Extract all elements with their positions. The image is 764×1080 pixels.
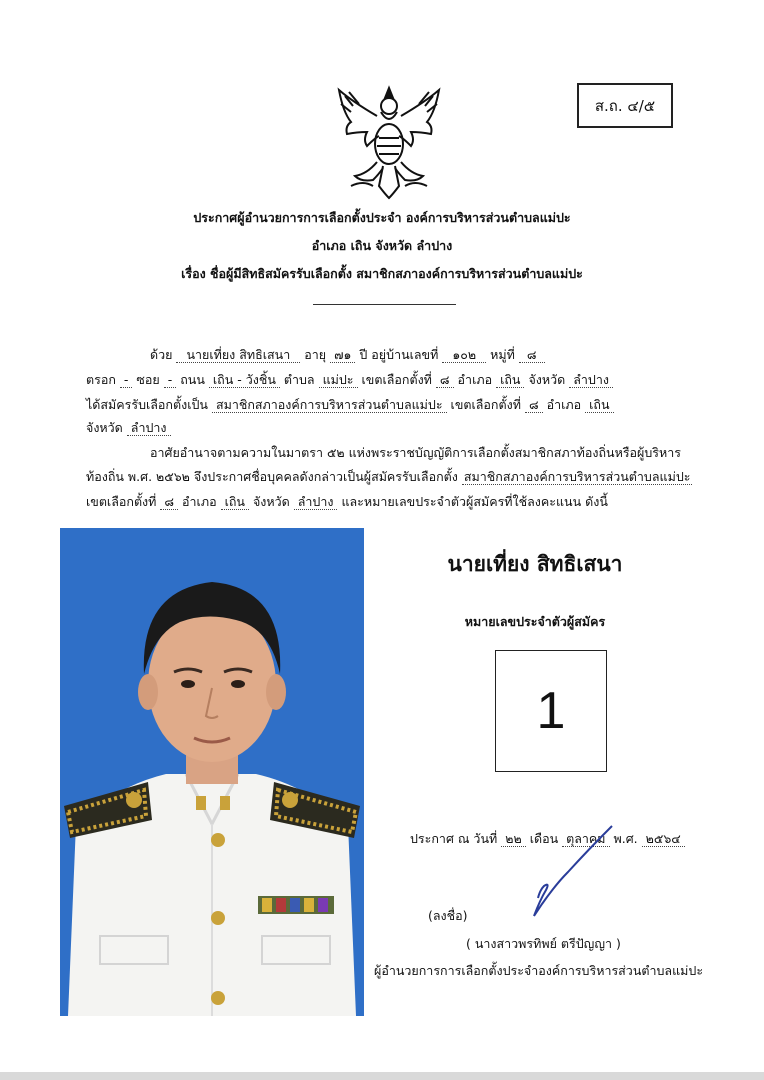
header-divider xyxy=(313,304,456,305)
amphoe-field-3: เถิน xyxy=(221,494,249,510)
zone-field: ๘ xyxy=(436,372,454,388)
amphoe-label-3: อำเภอ xyxy=(182,494,217,509)
announce-month-label: เดือน xyxy=(529,831,559,846)
tambon-field: แม่ปะ xyxy=(319,372,358,388)
zone-field-3: ๘ xyxy=(160,494,178,510)
amphoe-label: อำเภอ xyxy=(457,372,493,387)
trok-field: - xyxy=(120,372,133,388)
province-field-3: ลำปาง xyxy=(294,494,338,510)
house-no-label: ปี อยู่บ้านเลขที่ xyxy=(359,347,439,362)
paragraph-2-line-2 xyxy=(86,467,692,487)
handwritten-signature xyxy=(528,820,618,920)
age-label: อายุ xyxy=(304,347,327,362)
candidate-number-intro: และหมายเลขประจำตัวผู้สมัครที่ใช้ลงคะแนน ดังนี้ xyxy=(341,494,608,509)
paragraph-2-line-3 xyxy=(86,492,608,512)
announce-year-label: พ.ศ. xyxy=(613,831,638,846)
signer-title: ผู้อำนวยการการเลือกตั้งประจำองค์การบริหารส่วนตำบลแม่ปะ xyxy=(374,963,704,978)
amphoe-label-2: อำเภอ xyxy=(546,397,582,412)
trok-label: ตรอก xyxy=(86,372,116,387)
form-code-box xyxy=(577,83,673,128)
candidate-number-label: หมายเลขประจำตัวผู้สมัคร xyxy=(464,614,606,629)
province-field-2: ลำปาง xyxy=(127,420,171,436)
zone-label-2: เขตเลือกตั้งที่ xyxy=(450,397,521,412)
law-text: ท้องถิ่น พ.ศ. ๒๕๖๒ จึงประกาศชื่อบุคคลดังกล่าวเป็นผู้สมัครรับเลือกตั้ง xyxy=(86,469,458,484)
soi-field: - xyxy=(164,372,177,388)
tambon-label: ตำบล xyxy=(283,372,315,387)
header-line-1: ประกาศผู้อำนวยการการเลือกตั้งประจำ องค์การบริหารส่วนตำบลแม่ปะ xyxy=(193,210,571,225)
candidate-name-heading: นายเที่ยง สิทธิเสนา xyxy=(447,552,623,576)
zone-label: เขตเลือกตั้งที่ xyxy=(361,372,432,387)
amphoe-field: เถิน xyxy=(496,372,524,388)
garuda-emblem-icon xyxy=(333,82,445,200)
intro-text: ด้วย xyxy=(150,347,173,362)
province-field: ลำปาง xyxy=(569,372,613,388)
zone-field-2: ๘ xyxy=(525,397,543,413)
candidate-name-field: นายเที่ยง สิทธิเสนา xyxy=(176,347,300,363)
moo-label: หมู่ที่ xyxy=(490,347,515,362)
road-label: ถนน xyxy=(180,372,205,387)
position-field: สมาชิกสภาองค์การบริหารส่วนตำบลแม่ปะ xyxy=(212,397,447,413)
candidate-number-box xyxy=(495,650,607,772)
position-field-2: สมาชิกสภาองค์การบริหารส่วนตำบลแม่ปะ xyxy=(463,469,691,484)
province-label-2: จังหวัด xyxy=(86,420,123,435)
paragraph-1-line-1 xyxy=(150,345,545,365)
paragraph-2-line-1: อาศัยอำนาจตามความในมาตรา ๕๒ แห่งพระราชบัญญัติการเลือกตั้งสมาชิกสภาท้องถิ่นหรือผู้บริหาร xyxy=(150,445,681,460)
announce-year: ๒๕๖๔ xyxy=(642,831,685,847)
header-line-3: เรื่อง ชื่อผู้มีสิทธิสมัครรับเลือกตั้ง สมาชิกสภาองค์การบริหารส่วนตำบลแม่ปะ xyxy=(181,266,583,281)
moo-field: ๘ xyxy=(519,347,545,363)
candidate-photo xyxy=(56,524,368,1020)
page-bottom-edge xyxy=(0,1072,764,1080)
sign-label: (ลงชื่อ) xyxy=(428,908,468,923)
candidate-number: 1 xyxy=(536,682,566,740)
age-field: ๗๑ xyxy=(330,347,355,363)
zone-label-3: เขตเลือกตั้งที่ xyxy=(86,494,157,509)
province-label-3: จังหวัด xyxy=(252,494,290,509)
form-code: ส.ถ. ๔/๕ xyxy=(594,96,656,115)
province-label: จังหวัด xyxy=(528,372,566,387)
paragraph-1-line-4 xyxy=(86,418,171,438)
paragraph-1-line-3 xyxy=(86,395,614,415)
road-field: เถิน - วังชิ้น xyxy=(209,372,280,388)
house-no-field: ๑๐๒ xyxy=(442,347,486,363)
applied-as-label: ได้สมัครรับเลือกตั้งเป็น xyxy=(86,397,208,412)
announce-day: ๒๒ xyxy=(501,831,525,847)
announce-month: ตุลาคม xyxy=(562,831,609,847)
announce-prefix: ประกาศ ณ วันที่ xyxy=(410,831,498,846)
paragraph-1-line-2 xyxy=(86,370,613,390)
header-line-2: อำเภอ เถิน จังหวัด ลำปาง xyxy=(311,238,453,253)
soi-label: ซอย xyxy=(136,372,160,387)
amphoe-field-2: เถิน xyxy=(585,397,613,413)
signer-name: ( นางสาวพรทิพย์ ตรีปัญญา ) xyxy=(466,936,621,951)
